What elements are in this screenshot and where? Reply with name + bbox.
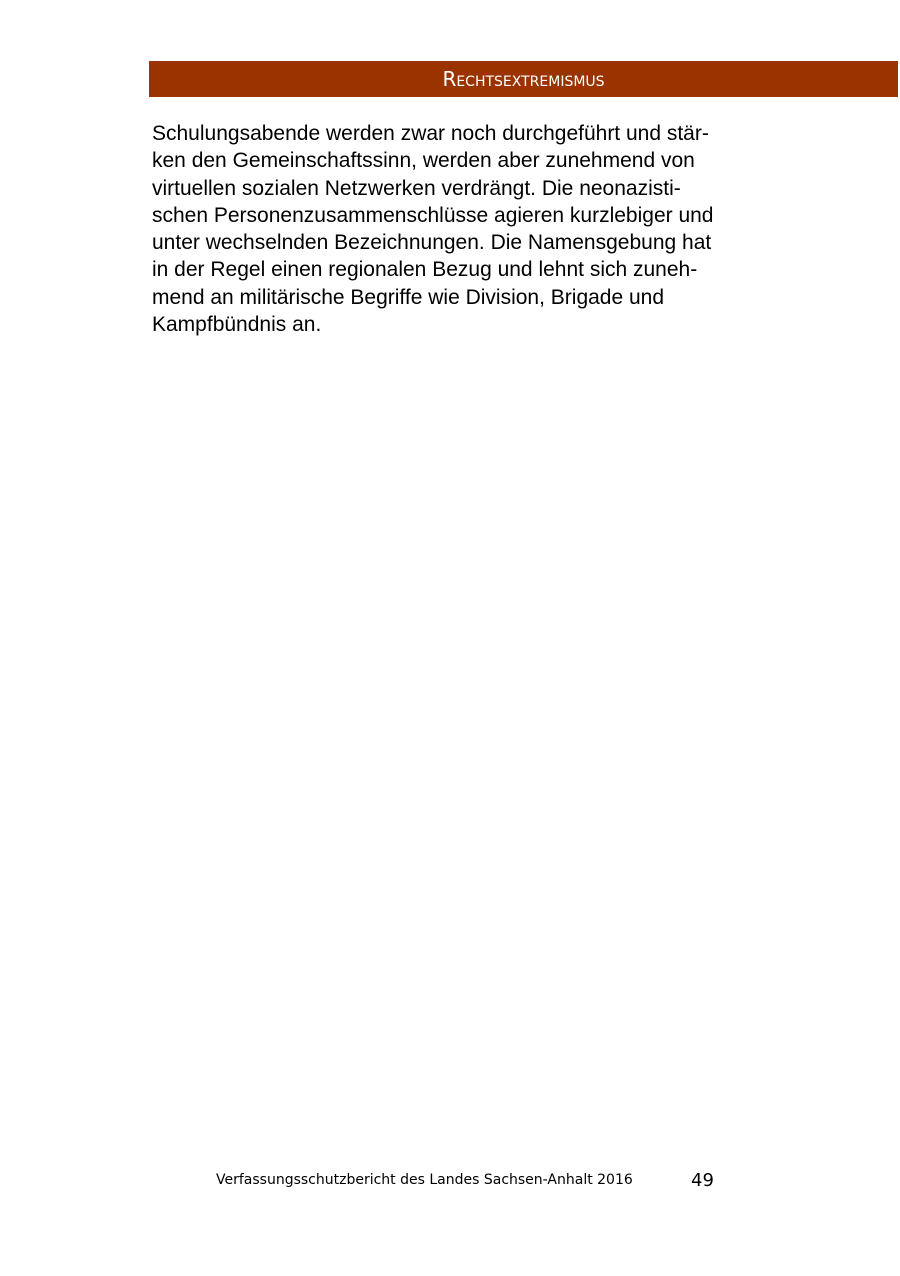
footer-title: Verfassungsschutzbericht des Landes Sachsen-Anhalt 2016 xyxy=(216,1172,633,1188)
paragraph-line: virtuellen sozialen Netzwerken verdrängt. Die neonazisti- xyxy=(152,176,681,200)
section-title: Rechtsextremismus xyxy=(442,67,605,91)
paragraph-line: Schulungsabende werden zwar noch durchgeführt und stär- xyxy=(152,122,709,145)
section-header-bar xyxy=(149,61,898,97)
paragraph-line: in der Regel einen regionalen Bezug und lehnt sich zuneh- xyxy=(152,258,698,282)
paragraph-line: unter wechselnden Bezeichnungen. Die Namensgebung hat xyxy=(152,231,712,255)
page-number: 49 xyxy=(691,1170,714,1191)
paragraph-line: schen Personenzusammenschlüsse agieren kurzlebiger und xyxy=(152,203,714,227)
body-paragraph xyxy=(152,120,802,338)
paragraph-line: Kampfbündnis an. xyxy=(152,313,322,337)
paragraph-line: mend an militärische Begriffe wie Division, Brigade und xyxy=(152,285,665,309)
paragraph-line: ken den Gemeinschaftssinn, werden aber zunehmend von xyxy=(152,149,695,173)
